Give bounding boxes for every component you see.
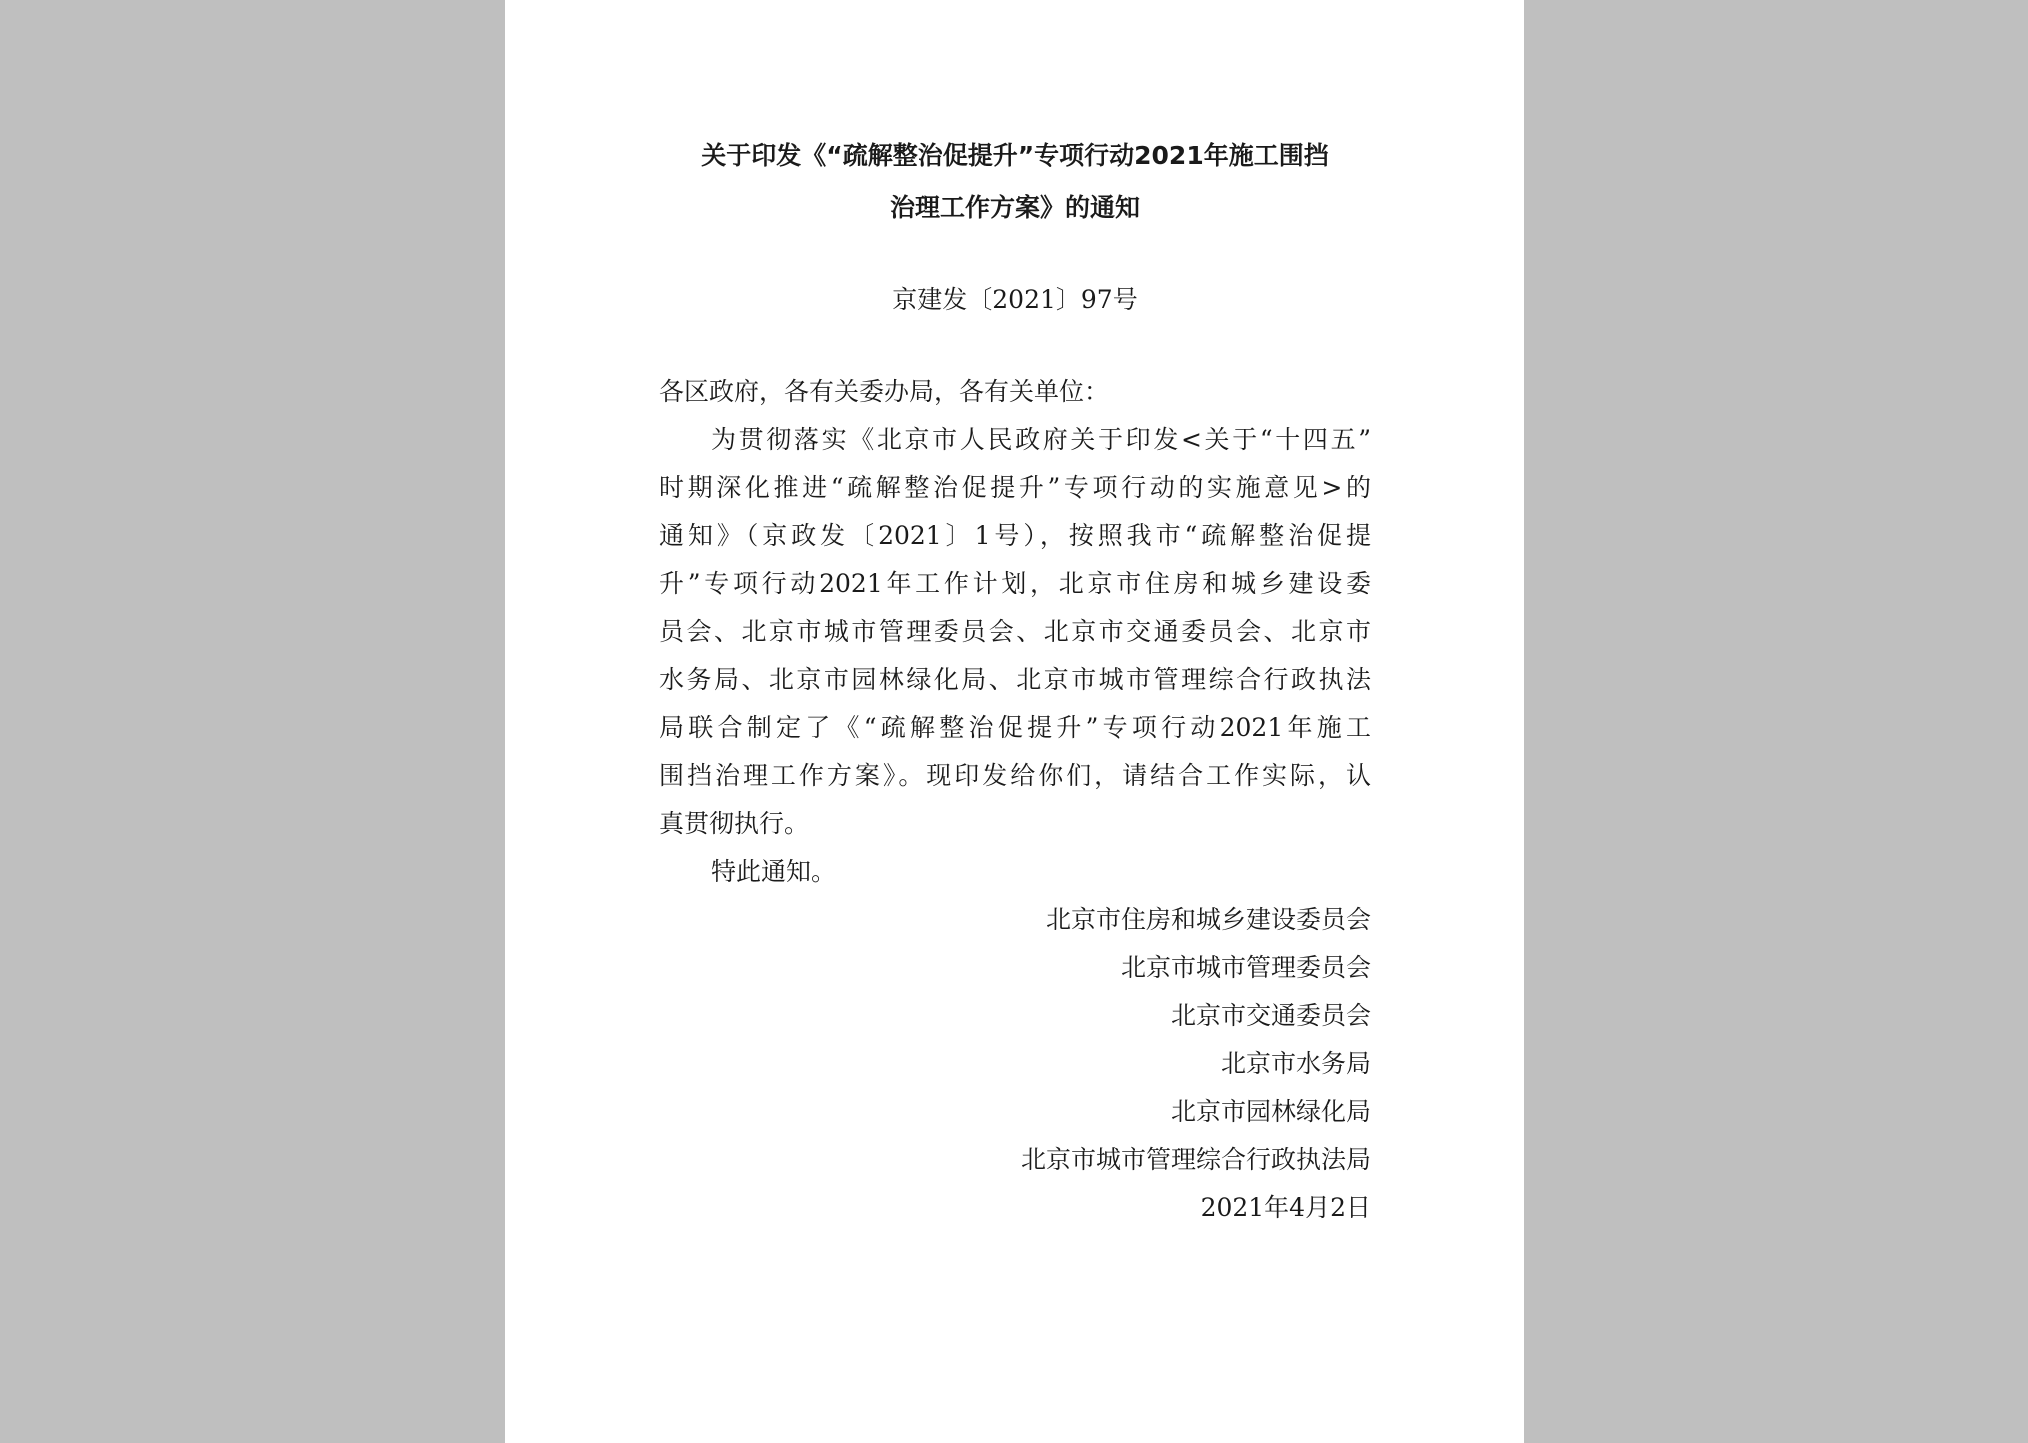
document-content [659,130,1371,1232]
body-line: 为贯彻落实《北京市人民政府关于印发<关于“十四五” [711,425,1371,454]
body-line: 围挡治理工作方案》。现印发给你们，请结合工作实际，认 [659,761,1371,790]
body-line: 真贯彻执行。 [659,809,810,838]
document-date: 2021年4月2日 [1200,1193,1371,1222]
signatory: 北京市园林绿化局 [1170,1097,1371,1126]
signatory: 北京市城市管理综合行政执法局 [1020,1145,1371,1174]
title-line-1: 关于印发《“疏解整治促提升”专项行动2021年施工围挡 [701,141,1329,170]
document-page [505,0,1524,1443]
signatory: 北京市住房和城乡建设委员会 [1045,905,1371,934]
signatory: 北京市交通委员会 [1170,1001,1371,1030]
signatory: 北京市城市管理委员会 [1120,953,1371,982]
document-number: 京建发〔2021〕97号 [892,285,1138,314]
body-paragraph [659,416,1371,848]
signatory: 北京市水务局 [1220,1049,1371,1078]
body-line: 升”专项行动2021年工作计划，北京市住房和城乡建设委 [659,569,1371,598]
body-line: 员会、北京市城市管理委员会、北京市交通委员会、北京市 [659,617,1371,646]
document-title [659,130,1371,234]
signature-block [659,896,1371,1232]
title-line-2: 治理工作方案》的通知 [889,193,1140,222]
closing-remark: 特此通知。 [711,857,837,886]
body-line: 水务局、北京市园林绿化局、北京市城市管理综合行政执法 [659,665,1371,694]
body-line: 时期深化推进“疏解整治促提升”专项行动的实施意见>的 [659,473,1371,502]
addressee: 各区政府，各有关委办局，各有关单位： [659,377,1110,406]
body-line: 局联合制定了《“疏解整治促提升”专项行动2021年施工 [659,713,1371,742]
body-line: 通知》（京政发〔2021〕1号），按照我市“疏解整治促提 [659,521,1371,550]
